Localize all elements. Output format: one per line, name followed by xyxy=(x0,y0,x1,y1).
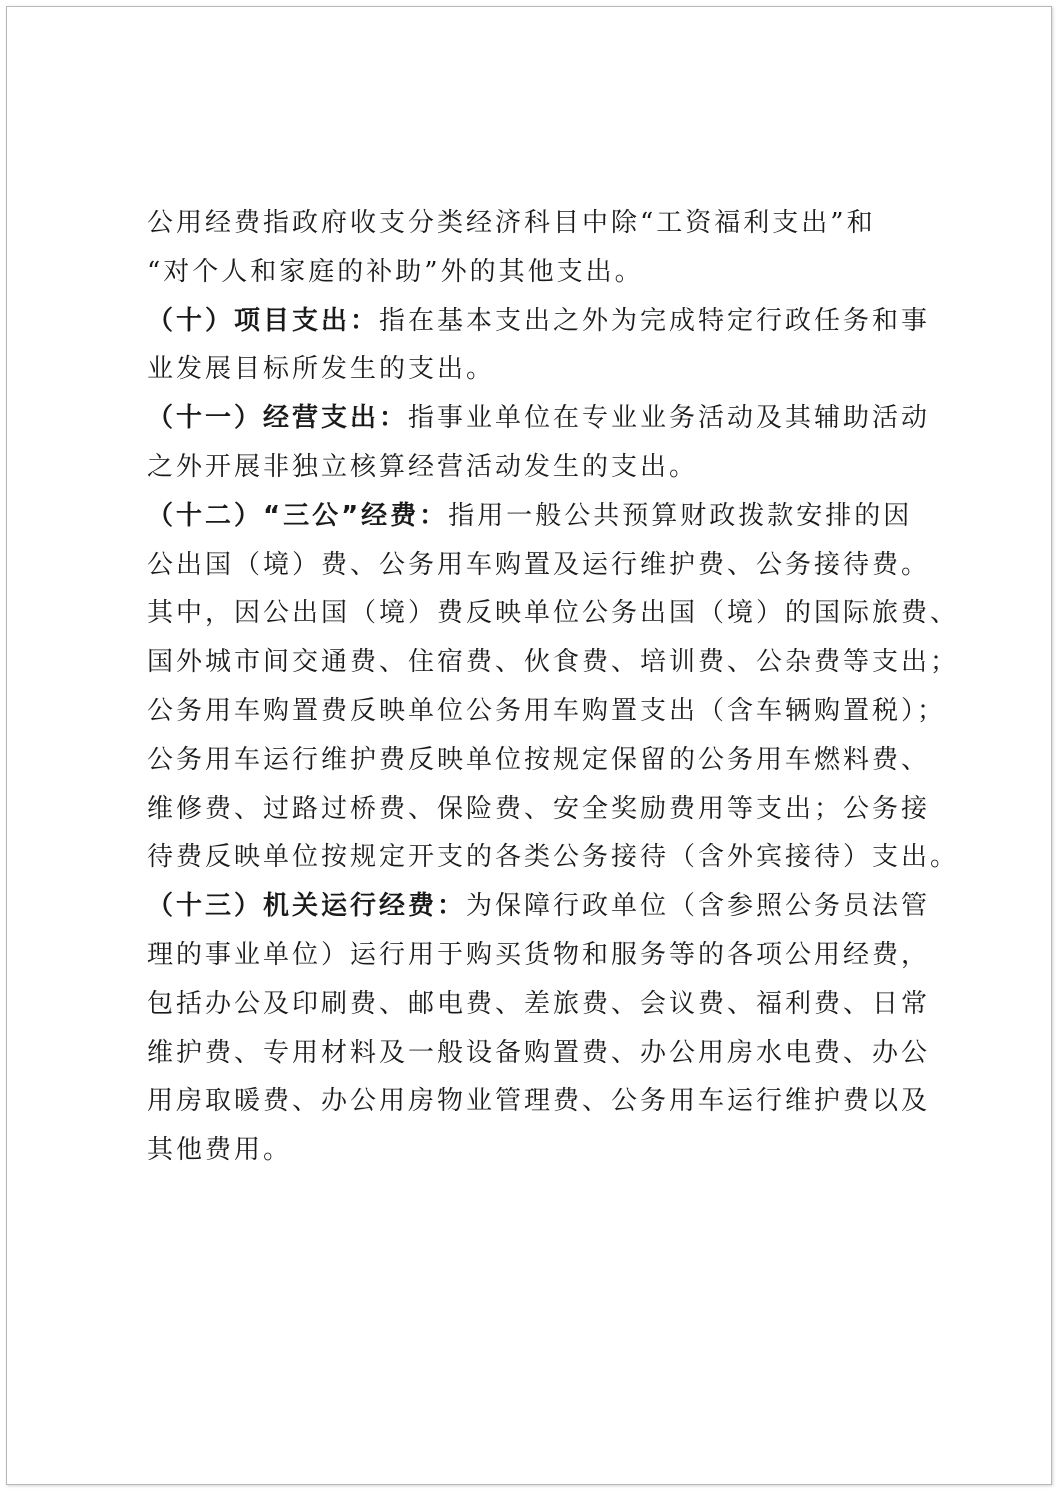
text-line-18 xyxy=(147,1029,967,1078)
section-heading-11: （十一）经营支出： xyxy=(147,403,409,434)
line-text: 为保障行政单位（含参照公务员法管 xyxy=(466,891,931,922)
line-text: 维护费、专用材料及一般设备购置费、办公用房水电费、办公 xyxy=(147,1037,931,1068)
line-text: 待费反映单位按规定开支的各类公务接待（含外宾接待）支出。 xyxy=(147,842,960,873)
line-text: 用房取暖费、办公用房物业管理费、公务用车运行维护费以及 xyxy=(147,1086,931,1117)
section-heading-13: （十三）机关运行经费： xyxy=(147,891,467,922)
text-line-7 xyxy=(147,492,967,541)
text-line-4 xyxy=(147,345,967,394)
line-text: 公出国（境）费、公务用车购置及运行维护费、公务接待费。 xyxy=(147,549,931,580)
line-text: 公务用车购置费反映单位公务用车购置支出（含车辆购置税）； xyxy=(147,695,947,726)
document-body xyxy=(147,199,967,1175)
section-heading-12: （十二）“三公”经费： xyxy=(147,500,449,531)
line-text: 其中，因公出国（境）费反映单位公务出国（境）的国际旅费、 xyxy=(147,598,960,629)
text-line-6 xyxy=(147,443,967,492)
line-text: 包括办公及印刷费、邮电费、差旅费、会议费、福利费、日常 xyxy=(147,988,931,1019)
text-line-15 xyxy=(147,882,967,931)
text-line-10 xyxy=(147,638,967,687)
text-line-8 xyxy=(147,541,967,590)
line-text: 理的事业单位）运行用于购买货物和服务等的各项公用经费， xyxy=(147,939,931,970)
text-line-19 xyxy=(147,1077,967,1126)
line-text: 维修费、过路过桥费、保险费、安全奖励费用等支出；公务接 xyxy=(147,793,931,824)
section-heading-10: （十）项目支出： xyxy=(147,305,380,336)
text-line-11 xyxy=(147,687,967,736)
line-text: 国外城市间交通费、住宿费、伙食费、培训费、公杂费等支出； xyxy=(147,647,960,678)
line-text: 业发展目标所发生的支出。 xyxy=(147,354,496,385)
line-text: 指在基本支出之外为完成特定行政任务和事 xyxy=(379,305,931,336)
text-line-14 xyxy=(147,833,967,882)
line-text: “对个人和家庭的补助”外的其他支出。 xyxy=(147,256,644,287)
text-line-5 xyxy=(147,394,967,443)
text-line-9 xyxy=(147,589,967,638)
text-line-17 xyxy=(147,980,967,1029)
text-line-16 xyxy=(147,931,967,980)
line-text: 指用一般公共预算财政拨款安排的因 xyxy=(448,500,913,531)
document-page xyxy=(6,6,1052,1485)
line-text: 公用经费指政府收支分类经济科目中除“工资福利支出”和 xyxy=(147,208,876,238)
text-line-1 xyxy=(147,199,967,248)
text-line-12 xyxy=(147,736,967,785)
line-text: 指事业单位在专业业务活动及其辅助活动 xyxy=(408,403,931,434)
line-text: 其他费用。 xyxy=(147,1135,293,1166)
text-line-2 xyxy=(147,248,967,297)
line-text: 公务用车运行维护费反映单位按规定保留的公务用车燃料费、 xyxy=(147,744,931,775)
text-line-20 xyxy=(147,1126,967,1175)
text-line-3 xyxy=(147,297,967,346)
text-line-13 xyxy=(147,785,967,834)
line-text: 之外开展非独立核算经营活动发生的支出。 xyxy=(147,451,699,482)
